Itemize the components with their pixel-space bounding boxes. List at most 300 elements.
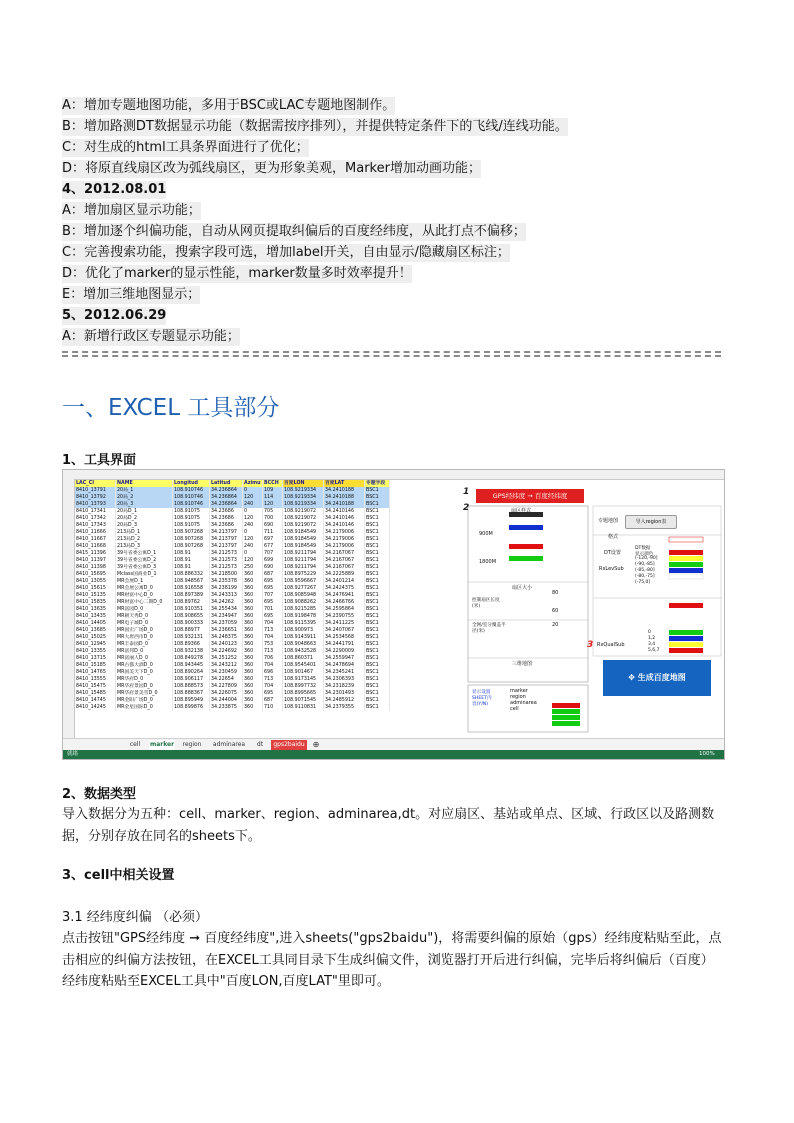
table-cell[interactable]: 710 (263, 704, 283, 711)
table-cell[interactable]: 713 (263, 648, 283, 655)
table-cell[interactable]: 34.240123 (210, 641, 243, 648)
table-cell[interactable]: 8410_11398 (75, 564, 116, 571)
table-cell[interactable]: 108.9184549 (283, 543, 324, 550)
table-cell[interactable]: BSC1 (365, 557, 390, 564)
table-cell[interactable]: BSC1 (365, 571, 390, 578)
table-cell[interactable]: Mclass国商业D_1 (116, 571, 173, 578)
table-cell[interactable]: 34.243313 (210, 592, 243, 599)
table-cell[interactable]: 108.9219334 (283, 501, 324, 508)
table-cell[interactable]: 697 (263, 536, 283, 543)
table-cell[interactable]: 8410_14405 (75, 620, 116, 627)
table-cell[interactable]: 108.900973 (283, 627, 324, 634)
table-cell[interactable]: BSC1 (365, 543, 390, 550)
table-cell[interactable]: 34.2179006 (324, 529, 365, 536)
table-cell[interactable]: MR古都大酒D_0 (116, 662, 173, 669)
table-cell[interactable]: 0 (243, 550, 263, 557)
table-cell[interactable]: 8415_11396 (75, 550, 116, 557)
table-cell[interactable]: 108.9088262 (283, 599, 324, 606)
table-cell[interactable]: BSC1 (365, 522, 390, 529)
table-cell[interactable]: 34.2478694 (324, 662, 365, 669)
table-cell[interactable]: 34.255434 (210, 606, 243, 613)
column-header[interactable]: Longitud (173, 480, 210, 487)
table-cell[interactable]: 34.2410146 (324, 508, 365, 515)
table-cell[interactable]: MR富园D_0 (116, 606, 173, 613)
table-cell[interactable]: 108.886332 (173, 571, 210, 578)
table-cell[interactable]: 360 (243, 592, 263, 599)
table-cell[interactable]: 34.2485912 (324, 697, 365, 704)
table-cell[interactable]: BSC1 (365, 592, 390, 599)
table-cell[interactable]: 8410_15835 (75, 599, 116, 606)
table-cell[interactable]: 695 (263, 599, 283, 606)
table-cell[interactable]: 8410_17343 (75, 522, 116, 529)
table-cell[interactable]: 360 (243, 662, 263, 669)
table-cell[interactable]: 108.888367 (173, 690, 210, 697)
table-cell[interactable]: 34.234947 (210, 613, 243, 620)
table-cell[interactable]: 360 (243, 585, 263, 592)
table-cell[interactable]: 109 (263, 487, 283, 494)
table-cell[interactable]: 34.251252 (210, 655, 243, 662)
column-header[interactable]: Latitud (210, 480, 243, 487)
table-cell[interactable]: 713 (263, 676, 283, 683)
table-cell[interactable]: 360 (243, 648, 263, 655)
table-cell[interactable]: 108.932131 (173, 634, 210, 641)
table-cell[interactable]: 120 (263, 501, 283, 508)
table-cell[interactable]: 360 (243, 690, 263, 697)
table-cell[interactable]: 34.236864 (210, 501, 243, 508)
table-cell[interactable]: MR财富中心二期D_0 (116, 599, 173, 606)
table-cell[interactable]: 108.91 (173, 550, 210, 557)
table-cell[interactable]: 240 (243, 543, 263, 550)
table-cell[interactable]: 108.91075 (173, 515, 210, 522)
table-cell[interactable]: 34.2410146 (324, 522, 365, 529)
table-cell[interactable]: 108.9219334 (283, 487, 324, 494)
tab-dt[interactable]: dt (256, 741, 264, 748)
table-cell[interactable]: BSC1 (365, 501, 390, 508)
table-cell[interactable]: 704 (263, 662, 283, 669)
table-cell[interactable]: 108.901467 (283, 669, 324, 676)
table-cell[interactable]: 108.9545401 (283, 662, 324, 669)
table-cell[interactable]: BSC1 (365, 690, 390, 697)
table-cell[interactable]: 34.238199 (210, 585, 243, 592)
table-cell[interactable]: 360 (243, 697, 263, 704)
table-cell[interactable]: 700 (263, 515, 283, 522)
table-cell[interactable]: 360 (243, 599, 263, 606)
table-cell[interactable]: 695 (263, 578, 283, 585)
table-cell[interactable]: 108.9219072 (283, 522, 324, 529)
table-cell[interactable]: 34.2225889 (324, 571, 365, 578)
table-cell[interactable]: 34.230459 (210, 669, 243, 676)
table-cell[interactable]: 108.9219072 (283, 508, 324, 515)
table-cell[interactable]: BSC1 (365, 613, 390, 620)
table-cell[interactable]: 108.888573 (173, 683, 210, 690)
table-cell[interactable]: 20局D_1 (116, 508, 173, 515)
table-cell[interactable]: 108.89366 (173, 641, 210, 648)
table-cell[interactable]: 34.2179006 (324, 536, 365, 543)
table-cell[interactable]: 120 (243, 515, 263, 522)
table-cell[interactable]: 108.900333 (173, 620, 210, 627)
table-cell[interactable]: 34.2466766 (324, 599, 365, 606)
table-cell[interactable]: 34.213797 (210, 543, 243, 550)
table-cell[interactable]: 695 (263, 613, 283, 620)
table-cell[interactable]: 34.236864 (210, 494, 243, 501)
table-cell[interactable]: 34.224692 (210, 648, 243, 655)
table-cell[interactable]: 34.213797 (210, 529, 243, 536)
table-cell[interactable]: 34.248375 (210, 634, 243, 641)
table-cell[interactable]: 34.24262 (210, 599, 243, 606)
table-cell[interactable]: 108.8995665 (283, 690, 324, 697)
table-cell[interactable]: 34.2306393 (324, 676, 365, 683)
table-cell[interactable]: 108.910746 (173, 494, 210, 501)
table-cell[interactable]: 8410_13685 (75, 627, 116, 634)
table-cell[interactable]: 108.9110831 (283, 704, 324, 711)
table-cell[interactable]: 360 (243, 606, 263, 613)
table-cell[interactable]: 360 (243, 641, 263, 648)
table-cell[interactable]: 8410_11666 (75, 529, 116, 536)
table-cell[interactable]: 34.2390755 (324, 613, 365, 620)
table-cell[interactable]: 8410_17341 (75, 508, 116, 515)
table-cell[interactable]: 8410_14745 (75, 697, 116, 704)
table-cell[interactable]: 360 (243, 613, 263, 620)
table-cell[interactable]: BSC1 (365, 676, 390, 683)
table-cell[interactable]: 687 (263, 571, 283, 578)
table-cell[interactable]: 34.244004 (210, 697, 243, 704)
table-cell[interactable]: 8410_11397 (75, 557, 116, 564)
table-cell[interactable]: 8410_13555 (75, 676, 116, 683)
table-cell[interactable]: 705 (263, 508, 283, 515)
tab-adminarea[interactable]: adminarea (212, 741, 246, 748)
table-cell[interactable]: BSC1 (365, 578, 390, 585)
table-cell[interactable]: 711 (263, 529, 283, 536)
tab-cell[interactable]: cell (129, 741, 141, 748)
table-cell[interactable]: 108.890264 (173, 669, 210, 676)
table-cell[interactable]: 34.236651 (210, 627, 243, 634)
table-cell[interactable]: 8410_13355 (75, 648, 116, 655)
table-cell[interactable]: 677 (263, 543, 283, 550)
table-cell[interactable]: 8410_15025 (75, 634, 116, 641)
table-cell[interactable]: 34.2410188 (324, 501, 365, 508)
table-cell[interactable]: 704 (263, 634, 283, 641)
table-cell[interactable]: 696 (263, 669, 283, 676)
table-cell[interactable]: MR国宏广场D_0 (116, 627, 173, 634)
table-cell[interactable]: 120 (243, 557, 263, 564)
table-cell[interactable]: 108.8975229 (283, 571, 324, 578)
table-cell[interactable]: 20局D_3 (116, 522, 173, 529)
tab-region[interactable]: region (182, 741, 202, 748)
table-cell[interactable]: 34.2410146 (324, 515, 365, 522)
table-cell[interactable]: 34.23686 (210, 515, 243, 522)
table-cell[interactable]: 108.910746 (173, 487, 210, 494)
table-cell[interactable]: 34.2179006 (324, 543, 365, 550)
table-cell[interactable]: 240 (243, 522, 263, 529)
column-header[interactable]: NAME (116, 480, 173, 487)
table-cell[interactable]: BSC1 (365, 606, 390, 613)
table-cell[interactable]: 690 (263, 522, 283, 529)
table-cell[interactable]: 8410_13791 (75, 487, 116, 494)
table-cell[interactable]: BSC1 (365, 564, 390, 571)
table-cell[interactable]: 690 (263, 564, 283, 571)
table-cell[interactable]: 108.8997732 (283, 683, 324, 690)
table-cell[interactable]: 34.237059 (210, 620, 243, 627)
table-cell[interactable]: 108.910746 (173, 501, 210, 508)
table-cell[interactable]: BSC1 (365, 662, 390, 669)
gps-to-baidu-button[interactable]: GPS经纬度 → 百度经纬度 (476, 489, 584, 503)
table-cell[interactable]: MR会展公寓D_0 (116, 585, 173, 592)
table-cell[interactable]: 20局_2 (116, 494, 173, 501)
table-cell[interactable]: 108.89762 (173, 599, 210, 606)
table-cell[interactable]: 34.22654 (210, 676, 243, 683)
table-cell[interactable]: 360 (243, 578, 263, 585)
table-cell[interactable]: MR华府D_0 (116, 676, 173, 683)
table-cell[interactable]: 108.849278 (173, 655, 210, 662)
table-cell[interactable]: 108.9219072 (283, 515, 324, 522)
table-cell[interactable]: 108.9215285 (283, 606, 324, 613)
column-header[interactable]: 百度LON (283, 480, 324, 487)
table-cell[interactable]: 108.9211794 (283, 564, 324, 571)
table-cell[interactable]: BSC1 (365, 634, 390, 641)
table-cell[interactable]: 108.9211794 (283, 557, 324, 564)
table-cell[interactable]: 8410_15695 (75, 571, 116, 578)
table-cell[interactable]: 20局D_2 (116, 515, 173, 522)
table-cell[interactable]: 108.895949 (173, 697, 210, 704)
table-cell[interactable]: 108.899876 (173, 704, 210, 711)
import-region-button[interactable]: 导入region表 (625, 515, 677, 529)
table-cell[interactable]: 20局_3 (116, 501, 173, 508)
table-cell[interactable]: 34.23686 (210, 508, 243, 515)
table-cell[interactable]: 34.2534568 (324, 634, 365, 641)
table-cell[interactable]: 108.9219334 (283, 494, 324, 501)
table-cell[interactable]: 8410_13055 (75, 578, 116, 585)
table-cell[interactable]: 34.212573 (210, 550, 243, 557)
table-cell[interactable]: MR金阳广场D_0 (116, 697, 173, 704)
table-cell[interactable]: 108.916558 (173, 585, 210, 592)
table-cell[interactable]: 8410_15485 (75, 690, 116, 697)
table-cell[interactable]: 108.9184549 (283, 536, 324, 543)
table-cell[interactable]: 213局D_3 (116, 543, 173, 550)
table-cell[interactable]: 34.2290009 (324, 648, 365, 655)
table-cell[interactable]: 34.213797 (210, 536, 243, 543)
table-cell[interactable]: BSC1 (365, 515, 390, 522)
table-cell[interactable]: 360 (243, 620, 263, 627)
table-cell[interactable]: 108.91 (173, 564, 210, 571)
table-cell[interactable]: 34.227809 (210, 683, 243, 690)
table-cell[interactable]: BSC1 (365, 550, 390, 557)
table-cell[interactable]: 108.907268 (173, 536, 210, 543)
table-cell[interactable]: MR朝天秀D_0 (116, 613, 173, 620)
table-cell[interactable]: 108.943445 (173, 662, 210, 669)
table-cell[interactable]: 360 (243, 683, 263, 690)
table-cell[interactable]: 701 (263, 606, 283, 613)
table-cell[interactable]: BSC1 (365, 620, 390, 627)
table-cell[interactable]: 108.908655 (173, 613, 210, 620)
table-cell[interactable]: BSC1 (365, 494, 390, 501)
table-cell[interactable]: 8410_13435 (75, 613, 116, 620)
table-cell[interactable]: 108.910351 (173, 606, 210, 613)
table-cell[interactable]: 360 (243, 655, 263, 662)
table-cell[interactable]: MR大唐西市D_0 (116, 634, 173, 641)
table-cell[interactable]: 108.9596667 (283, 578, 324, 585)
table-cell[interactable]: 34.2476941 (324, 592, 365, 599)
table-cell[interactable]: BSC1 (365, 697, 390, 704)
table-cell[interactable]: 0 (243, 529, 263, 536)
table-cell[interactable]: 34.2167067 (324, 550, 365, 557)
table-cell[interactable]: 706 (263, 655, 283, 662)
table-cell[interactable]: 713 (263, 627, 283, 634)
add-sheet-icon[interactable]: ⊕ (312, 740, 320, 749)
table-cell[interactable]: 34.2167067 (324, 564, 365, 571)
table-cell[interactable]: BSC1 (365, 669, 390, 676)
table-cell[interactable]: 687 (263, 697, 283, 704)
table-cell[interactable]: 213局D_1 (116, 529, 173, 536)
table-cell[interactable]: 108.9277267 (283, 585, 324, 592)
table-cell[interactable]: BSC1 (365, 683, 390, 690)
table-cell[interactable]: 34.2424375 (324, 585, 365, 592)
table-cell[interactable]: 8410_13715 (75, 655, 116, 662)
column-header[interactable]: 专题字段 (365, 480, 390, 487)
table-cell[interactable]: 108.9143911 (283, 634, 324, 641)
table-cell[interactable]: 360 (243, 669, 263, 676)
table-cell[interactable]: 8410_13635 (75, 606, 116, 613)
table-cell[interactable]: 8410_12945 (75, 641, 116, 648)
table-cell[interactable]: 8410_15135 (75, 592, 116, 599)
table-cell[interactable]: 34.2379355 (324, 704, 365, 711)
table-cell[interactable]: 34.2345241 (324, 669, 365, 676)
table-cell[interactable]: 34.2559947 (324, 655, 365, 662)
table-cell[interactable]: BSC1 (365, 641, 390, 648)
table-cell[interactable]: 0 (243, 508, 263, 515)
table-cell[interactable]: 34.212573 (210, 564, 243, 571)
generate-baidu-map-button[interactable]: ✥ 生成百度地图 (603, 660, 711, 696)
table-cell[interactable]: 34.2401214 (324, 578, 365, 585)
table-cell[interactable]: 108.906117 (173, 676, 210, 683)
table-cell[interactable]: MR会展D_1 (116, 578, 173, 585)
table-cell[interactable]: 108.91075 (173, 508, 210, 515)
table-cell[interactable]: BSC1 (365, 599, 390, 606)
table-cell[interactable]: 108.9173145 (283, 676, 324, 683)
table-cell[interactable]: 753 (263, 641, 283, 648)
table-cell[interactable]: 8410_15475 (75, 683, 116, 690)
table-cell[interactable]: 108.9198478 (283, 613, 324, 620)
table-cell[interactable]: 34.212573 (210, 557, 243, 564)
table-cell[interactable]: 34.2301493 (324, 690, 365, 697)
table-cell[interactable]: 120 (243, 494, 263, 501)
table-cell[interactable]: BSC1 (365, 529, 390, 536)
table-cell[interactable]: 704 (263, 683, 283, 690)
table-cell[interactable]: 34.226075 (210, 690, 243, 697)
table-cell[interactable]: 8410_17342 (75, 515, 116, 522)
table-cell[interactable]: 360 (243, 571, 263, 578)
table-cell[interactable]: BSC1 (365, 655, 390, 662)
table-cell[interactable]: 34.2410188 (324, 487, 365, 494)
table-cell[interactable]: 34.235378 (210, 578, 243, 585)
table-cell[interactable]: 108.9048663 (283, 641, 324, 648)
table-cell[interactable]: 695 (263, 690, 283, 697)
tab-marker[interactable]: marker (149, 740, 175, 752)
table-cell[interactable]: 20局_1 (116, 487, 173, 494)
table-cell[interactable]: 108.897389 (173, 592, 210, 599)
table-cell[interactable]: 39号省委公寓D_2 (116, 557, 173, 564)
table-cell[interactable]: 108.88977 (173, 627, 210, 634)
column-header[interactable]: Azimu (244, 481, 261, 486)
table-cell[interactable]: 360 (243, 704, 263, 711)
column-header[interactable]: LAC_CI (75, 480, 116, 487)
table-cell[interactable]: MR丰泰园D_0 (116, 641, 173, 648)
table-cell[interactable]: MR国美天下D_0 (116, 669, 173, 676)
table-cell[interactable]: MR财富中心D_0 (116, 592, 173, 599)
table-cell[interactable]: 707 (263, 592, 283, 599)
table-cell[interactable]: 8410_13793 (75, 501, 116, 508)
table-cell[interactable]: BSC1 (365, 536, 390, 543)
table-cell[interactable]: 108.932138 (173, 648, 210, 655)
table-cell[interactable]: 34.233875 (210, 704, 243, 711)
table-cell[interactable]: BSC1 (365, 585, 390, 592)
table-cell[interactable]: MR富邦D_0 (116, 648, 173, 655)
table-cell[interactable]: 250 (243, 564, 263, 571)
table-cell[interactable]: 8410_15185 (75, 662, 116, 669)
table-cell[interactable]: 108.9432528 (283, 648, 324, 655)
table-cell[interactable]: 34.2411225 (324, 620, 365, 627)
tab-gps2baidu[interactable]: gps2baidu (271, 740, 307, 750)
table-cell[interactable]: 707 (263, 550, 283, 557)
column-header[interactable]: 百度LAT (324, 480, 365, 487)
table-cell[interactable]: 108.9085948 (283, 592, 324, 599)
table-cell[interactable]: MR华府景美雪D_0 (116, 690, 173, 697)
table-cell[interactable]: 34.2407067 (324, 627, 365, 634)
table-cell[interactable]: MR金星国际D_0 (116, 704, 173, 711)
table-cell[interactable]: 360 (243, 627, 263, 634)
table-cell[interactable]: 108.860371 (283, 655, 324, 662)
table-cell[interactable]: 34.2441791 (324, 641, 365, 648)
table-cell[interactable]: 704 (263, 620, 283, 627)
column-header[interactable]: BCCH (263, 480, 283, 487)
table-cell[interactable]: 8410_11668 (75, 543, 116, 550)
table-cell[interactable]: 114 (263, 494, 283, 501)
table-cell[interactable]: BSC1 (365, 508, 390, 515)
table-cell[interactable]: BSC1 (365, 648, 390, 655)
table-cell[interactable]: 34.23686 (210, 522, 243, 529)
table-cell[interactable]: 240 (243, 501, 263, 508)
table-cell[interactable]: 34.236864 (210, 487, 243, 494)
table-cell[interactable]: MR电子城D_0 (116, 620, 173, 627)
table-cell[interactable]: MR华府景园D_0 (116, 683, 173, 690)
table-cell[interactable]: BSC1 (365, 487, 390, 494)
table-cell[interactable]: 34.2318239 (324, 683, 365, 690)
table-cell[interactable]: BSC1 (365, 704, 390, 711)
table-cell[interactable]: 108.9071545 (283, 697, 324, 704)
table-cell[interactable]: 108.948567 (173, 578, 210, 585)
table-cell[interactable]: 8410_15615 (75, 585, 116, 592)
table-cell[interactable]: 34.218500 (210, 571, 243, 578)
table-cell[interactable]: 360 (243, 676, 263, 683)
table-cell[interactable]: 34.243212 (210, 662, 243, 669)
table-cell[interactable]: 34.2595864 (324, 606, 365, 613)
table-cell[interactable]: 8410_13792 (75, 494, 116, 501)
table-cell[interactable]: 695 (263, 585, 283, 592)
table-cell[interactable]: 108.91075 (173, 522, 210, 529)
table-cell[interactable]: 108.907268 (173, 543, 210, 550)
table-cell[interactable]: BSC1 (365, 627, 390, 634)
table-cell[interactable]: MR富丽人D_0 (116, 655, 173, 662)
table-cell[interactable]: 39号省委公寓D_1 (116, 550, 173, 557)
table-cell[interactable]: 0 (243, 487, 263, 494)
table-cell[interactable]: 34.2167067 (324, 557, 365, 564)
table-cell[interactable]: 8410_14245 (75, 704, 116, 711)
table-cell[interactable]: 120 (243, 536, 263, 543)
table-cell[interactable]: 108.9115395 (283, 620, 324, 627)
table-cell[interactable]: 108.9211794 (283, 550, 324, 557)
table-cell[interactable]: 213局D_2 (116, 536, 173, 543)
table-cell[interactable]: 8410_11667 (75, 536, 116, 543)
table-cell[interactable]: 360 (243, 634, 263, 641)
